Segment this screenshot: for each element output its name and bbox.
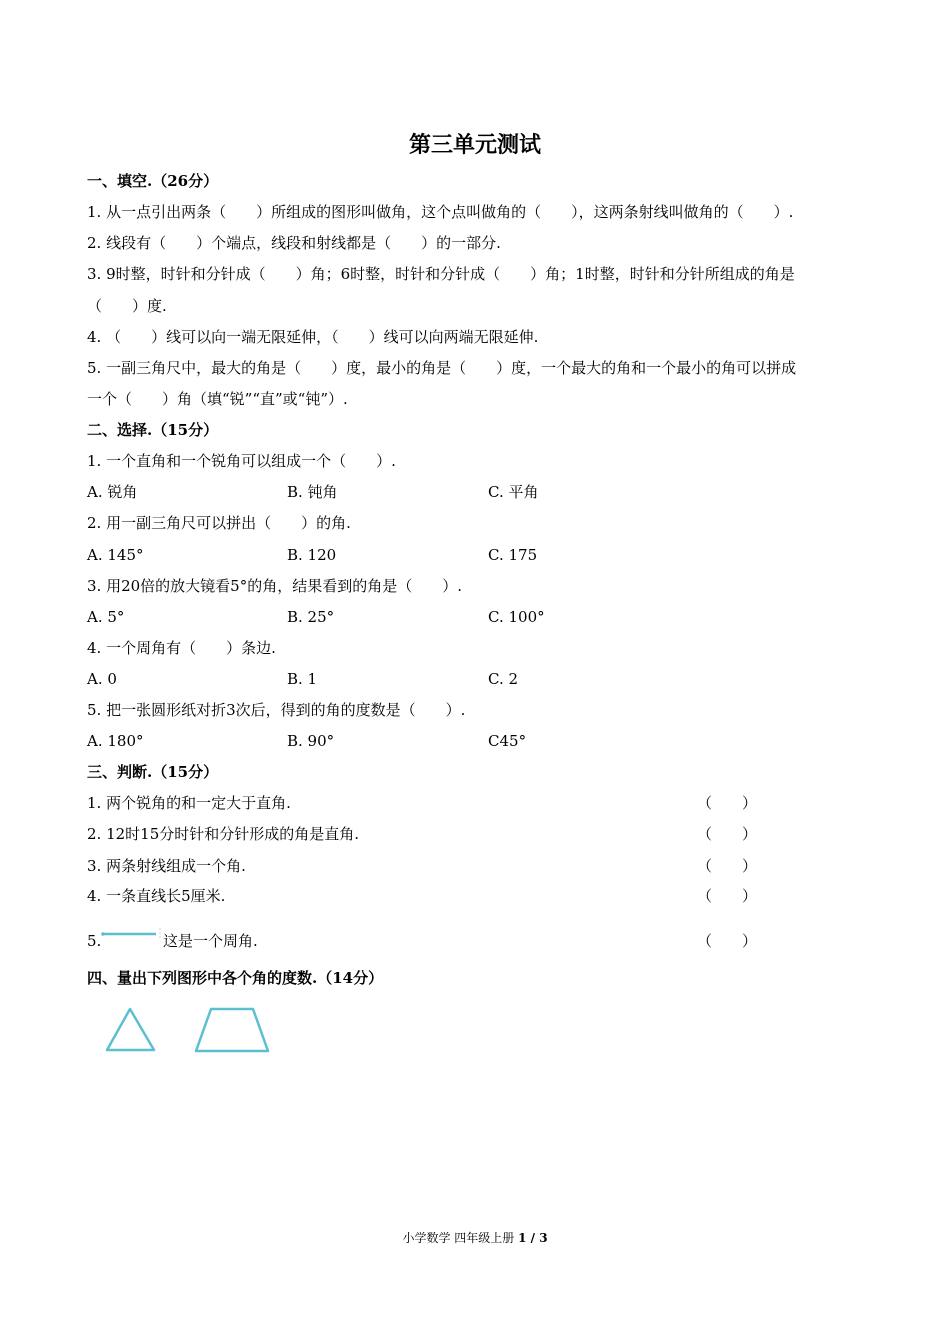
answer-bracket: （ ） [697,887,758,905]
judge-statement-3: 3. 两条射线组成一个角. [87,857,246,875]
fill-question-2: 2. 线段有（ ）个端点，线段和射线都是（ ）的一部分. [87,234,501,252]
footer-course: 小学数学 四年级上册 [402,1231,515,1245]
choice-question-1: 1. 一个直角和一个锐角可以组成一个（ ）. [87,452,396,470]
judge-statement-2: 2. 12时15分时针和分针形成的角是直角. [87,825,360,843]
judge-statement-5-number: 5. [87,932,102,950]
choice-option-b: B. 90° [287,732,335,750]
figures-svg [100,1005,280,1075]
choice-option-c: C45° [488,732,527,750]
choice-option-a: A. 145° [87,546,144,564]
choice-option-b: B. 钝角 [287,483,338,501]
choice-option-b: B. 25° [287,608,335,626]
judge-statement-1: 1. 两个锐角的和一定大于直角. [87,794,291,812]
choice-option-b: B. 1 [287,670,318,688]
answer-bracket: （ ） [697,825,758,843]
ray-figure [100,926,166,942]
choice-option-c: C. 平角 [488,483,539,501]
geometry-figures [100,1005,280,1079]
choice-option-c: C. 100° [488,608,545,626]
choice-option-a: A. 0 [87,670,117,688]
page-footer [0,1229,950,1246]
choice-question-3: 3. 用20倍的放大镜看5°的角，结果看到的角是（ ）. [87,577,462,595]
answer-bracket: （ ） [697,794,758,812]
choice-question-4: 4. 一个周角有（ ）条边. [87,639,276,657]
choice-question-5: 5. 把一张圆形纸对折3次后，得到的角的度数是（ ）. [87,701,466,719]
fill-question-5-cont: 一个（ ）角（填“锐”“直”或“钝”）. [87,390,348,408]
fill-question-4: 4. （ ）线可以向一端无限延伸，（ ）线可以向两端无限延伸. [87,328,539,346]
choice-option-c: C. 175 [488,546,538,564]
fill-question-5: 5. 一副三角尺中，最大的角是（ ）度，最小的角是（ ）度，一个最大的角和一个最小的角可以拼成 [87,359,797,377]
fill-question-1: 1. 从一点引出两条（ ）所组成的图形叫做角，这个点叫做角的（ ），这两条射线叫做角的（ ）. [87,203,794,221]
judge-statement-4: 4. 一条直线长5厘米. [87,887,226,905]
choice-option-b: B. 120 [287,546,337,564]
section-heading-measure: 四、量出下列图形中各个角的度数.（14分） [87,969,384,987]
answer-bracket: （ ） [697,857,758,875]
choice-question-2: 2. 用一副三角尺可以拼出（ ）的角. [87,514,351,532]
fill-question-3-cont: （ ）度. [87,297,167,315]
choice-option-a: A. 锐角 [87,483,138,501]
choice-option-a: A. 5° [87,608,125,626]
judge-statement-5: 这是一个周角. [163,932,258,950]
choice-option-a: A. 180° [87,732,144,750]
section-heading-judge: 三、判断.（15分） [87,763,219,781]
page-number: 1 / 3 [518,1231,548,1245]
triangle-figure [107,1009,154,1050]
section-heading-choice: 二、选择.（15分） [87,421,219,439]
trapezoid-figure [196,1009,268,1051]
page-title: 第三单元测试 [408,132,541,158]
fill-question-3: 3. 9时整，时针和分针成（ ）角；6时整，时针和分针成（ ）角；1时整，时针和分针所组成的角是 [87,265,795,283]
section-heading-fill-in: 一、填空.（26分） [87,172,219,190]
answer-bracket: （ ） [697,932,758,950]
choice-option-c: C. 2 [488,670,519,688]
